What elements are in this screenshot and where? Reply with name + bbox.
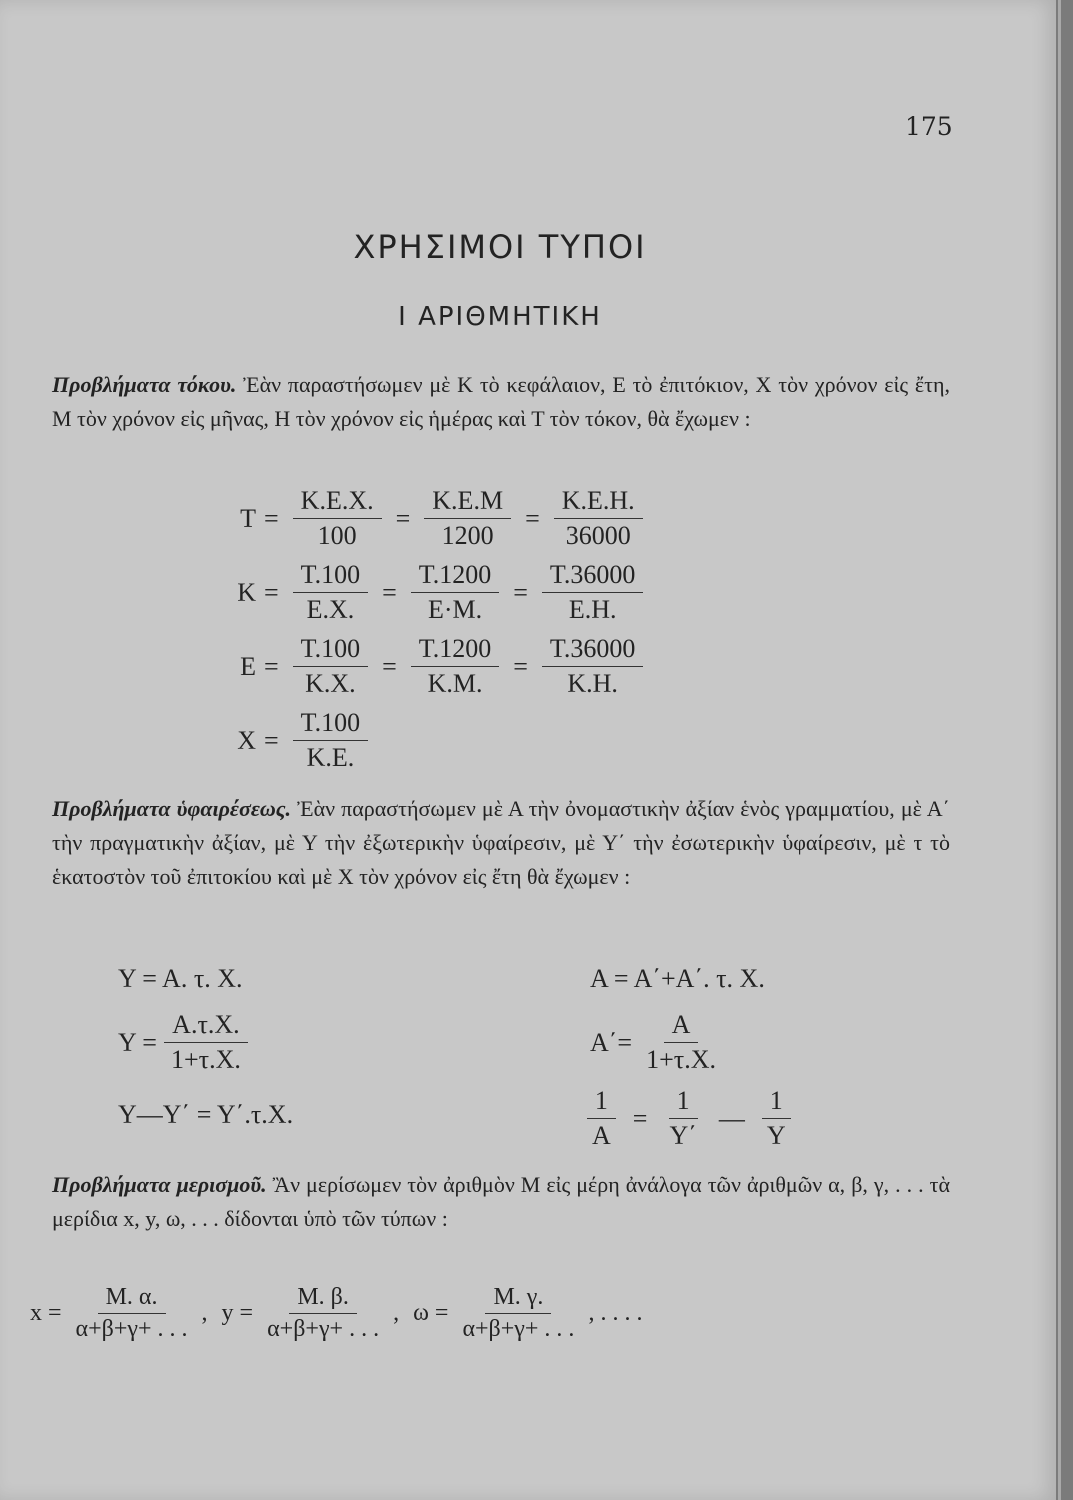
- fraction: $\frac{T.100}{E.X.}$: [293, 560, 368, 625]
- formula-lhs: Κ: [237, 577, 256, 607]
- formula-K: Κ = $\frac{T.100}{E.X.}$ = $\frac{T.1200}{E\cdot M.}$ = $\frac{T.36000}{E.H.}$: [228, 560, 649, 625]
- fraction: $\frac{M. \gamma.}{\alpha+\beta+\gamma+ . . .}$: [462, 1284, 575, 1342]
- fraction: $\frac{1}{A}$: [584, 1086, 619, 1151]
- fraction: $\frac{T.1200}{K.M.}$: [411, 634, 499, 699]
- interest-text: Ἐὰν παραστήσωμεν μὲ Κ τὸ κεφάλαιον, Ε τὸ ἐπιτόκιον, Χ τὸν χρόνον εἰς ἔτη, Μ τὸν χρόνον εἰς μῆνας, Η τὸν χρόνον εἰς ἡμέρας καὶ Τ τὸν τόκον, θὰ ἔχωμεν :: [52, 372, 950, 431]
- fraction: $\frac{T.100}{K.E.}$: [293, 708, 368, 773]
- section-heading: I ΑΡΙΘΜΗΤΙΚΗ: [398, 302, 602, 332]
- division-text: Ἂν μερίσωμεν τὸν ἀριθμὸν Μ εἰς μέρη ἀνάλογα τῶν ἀριθμῶν α, β, γ, . . . τὰ μερίδια x, y, ω, . . . δίδονται ὑπὸ τῶν τύπων :: [52, 1172, 951, 1231]
- formula-X: Χ = $\frac{T.100}{K.E.}$: [228, 708, 374, 773]
- division-heading: Προβλήματα μερισμοῦ.: [52, 1172, 267, 1197]
- fraction: $\frac{M. \beta.}{\alpha+\beta+\gamma+ . . .}$: [267, 1284, 380, 1342]
- formula-Y: Υ = Α. τ. Χ.: [118, 964, 243, 993]
- interest-heading: Προβλήματα τόκου.: [52, 372, 237, 397]
- formula-lhs: Ε: [240, 651, 256, 681]
- fraction: $\frac{A.\tau.X.}{1+\tau.X.}$: [163, 1010, 249, 1075]
- formula-T: Τ = $\frac{K.E.X.}{100}$ = $\frac{K.E.M}{1200}$ = $\frac{K.E.H.}{36000}$: [228, 486, 649, 551]
- fraction: $\frac{K.E.X.}{100}$: [293, 486, 382, 551]
- discount-heading: Προβλήματα ὑφαιρέσεως.: [52, 796, 292, 821]
- page-title: ΧΡΗΣΙΜΟΙ ΤΥΠΟΙ: [353, 228, 647, 266]
- book-spine-edge: [1056, 0, 1073, 1500]
- fraction: $\frac{T.100}{K.X.}$: [293, 634, 368, 699]
- fraction: $\frac{M. \alpha.}{\alpha+\beta+\gamma+ . . .}$: [75, 1284, 188, 1342]
- discount-paragraph: [52, 792, 950, 894]
- formula-A: Α = Α΄+Α΄. τ. Χ.: [590, 964, 765, 993]
- fraction: $\frac{T.36000}{K.H.}$: [542, 634, 643, 699]
- fraction: $\frac{K.E.H.}{36000}$: [554, 486, 643, 551]
- fraction: $\frac{1}{\Upsilon}$: [759, 1086, 794, 1151]
- formula-E: Ε = $\frac{T.100}{K.X.}$ = $\frac{T.1200}{K.M.}$ = $\frac{T.36000}{K.H.}$: [228, 634, 649, 699]
- fraction: $\frac{1}{\Upsilon΄}$: [669, 1086, 697, 1150]
- division-paragraph: [52, 1168, 950, 1236]
- formula-shares: x = $\frac{M. \alpha.}{\alpha+\beta+\gamma+ . . .}$ , y = $\frac{M. \beta.}{\alpha+\beta+\gamma+ . . .}$ , ω = $\frac{M. \gamma.}{\alpha+\beta+\gamma+ . . .}$ , . . . .: [30, 1284, 643, 1342]
- formula-A-prime: Α΄= $\frac{A}{1+\tau.X.}$: [590, 1010, 730, 1075]
- formula-Y-difference: Υ—Υ΄ = Υ΄.τ.Χ.: [118, 1100, 294, 1129]
- formula-lhs: Χ: [237, 725, 256, 755]
- page-number: 175: [905, 112, 953, 141]
- fraction: $\frac{A}{1+\tau.X.}$: [646, 1010, 716, 1074]
- discount-text: Ἐὰν παραστήσωμεν μὲ Α τὴν ὀνομαστικὴν ἀξίαν ἑνὸς γραμματίου, μὲ Α΄ τὴν πραγματικὴν ἀξίαν, μὲ Υ τὴν ἐξωτερικὴν ὑφαίρεσιν, μὲ Υ΄ τὴν ἐσωτερικὴν ὑφαίρεσιν, μὲ τ τὸ ἑκατοστὸν τοῦ ἐπιτοκίου καὶ μὲ Χ τὸν χρόνον εἰς ἔτη θὰ ἔχωμεν :: [52, 796, 950, 889]
- fraction: $\frac{T.36000}{E.H.}$: [542, 560, 643, 625]
- formula-lhs: Τ: [240, 503, 256, 533]
- interest-paragraph: [52, 368, 950, 436]
- formula-Y-fraction: Υ = $\frac{A.\tau.X.}{1+\tau.X.}$: [118, 1010, 255, 1075]
- fraction: $\frac{T.1200}{E\cdot M.}$: [411, 560, 499, 625]
- fraction: $\frac{K.E.M}{1200}$: [424, 486, 511, 551]
- formula-reciprocals: $\frac{1}{A}$ = $\frac{1}{\Upsilon΄}$ — $\frac{1}{\Upsilon}$: [578, 1086, 800, 1151]
